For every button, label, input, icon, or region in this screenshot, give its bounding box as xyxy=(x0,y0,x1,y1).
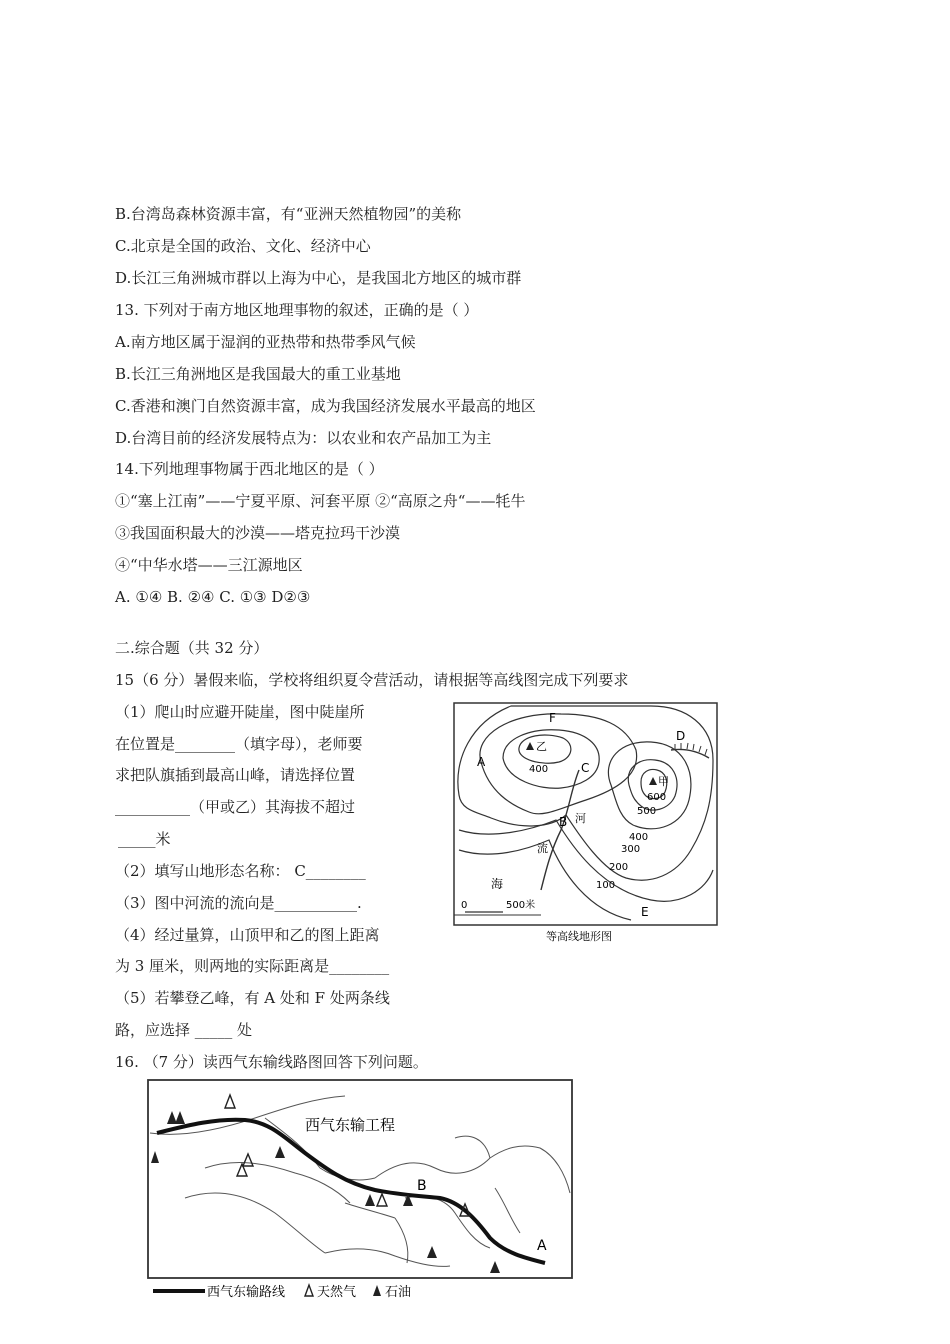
q15-part1-line2: 在位置是________（填字母），老师要 xyxy=(115,735,363,753)
svg-text:等高线地形图: 等高线地形图 xyxy=(546,930,612,943)
peak-jia-icon xyxy=(649,777,657,785)
legend-gas-icon xyxy=(305,1285,313,1296)
question-15: 15（6 分）暑假来临，学校将组织夏令营活动，请根据等高线图完成下列要求 xyxy=(115,671,629,689)
question-14: 14.下列地理事物属于西北地区的是（ ） xyxy=(115,460,384,478)
oil-icon xyxy=(427,1246,437,1258)
question-13: 13. 下列对于南方地区地理事物的叙述，正确的是（ ） xyxy=(115,301,479,319)
svg-text:乙: 乙 xyxy=(536,740,547,753)
svg-text:A: A xyxy=(477,755,486,769)
gas-icon xyxy=(377,1194,387,1206)
item-14-3: ③我国面积最大的沙漠——塔克拉玛干沙漠 xyxy=(115,524,401,542)
svg-text:A: A xyxy=(537,1238,547,1254)
svg-text:400: 400 xyxy=(629,832,649,843)
svg-text:海: 海 xyxy=(491,877,504,891)
gas-icon xyxy=(243,1154,253,1166)
option-c-12: C.北京是全国的政治、文化、经济中心 xyxy=(115,237,371,255)
svg-text:西气东输工程: 西气东输工程 xyxy=(305,1116,396,1134)
svg-text:0: 0 xyxy=(461,900,468,911)
option-d-12: D.长江三角洲城市群以上海为中心，是我国北方地区的城市群 xyxy=(115,269,522,287)
oil-icon xyxy=(167,1111,177,1124)
q15-part1-line3: 求把队旗插到最高山峰，请选择位置 xyxy=(115,766,356,784)
oil-icon xyxy=(365,1194,375,1206)
q15-part3: （3）图中河流的流向是___________. xyxy=(115,894,362,912)
option-d-13: D.台湾目前的经济发展特点为：以农业和农产品加工为主 xyxy=(115,429,492,447)
q15-part4: （4）经过量算，山顶甲和乙的图上距离 xyxy=(115,926,380,944)
svg-text:500: 500 xyxy=(637,806,657,817)
svg-text:200: 200 xyxy=(609,862,629,873)
svg-text:F: F xyxy=(549,711,556,725)
option-b-13: B.长江三角洲地区是我国最大的重工业基地 xyxy=(115,365,401,383)
q15-part1-line5: _____米 xyxy=(118,830,171,848)
svg-text:E: E xyxy=(641,905,649,919)
svg-text:流: 流 xyxy=(537,842,548,855)
svg-text:500米: 500米 xyxy=(506,900,536,911)
pipeline-map xyxy=(145,1078,575,1303)
svg-text:西气东输路线: 西气东输路线 xyxy=(207,1285,286,1300)
q15-part5-line2: 路，应选择 _____ 处 xyxy=(115,1021,253,1039)
svg-text:600: 600 xyxy=(647,792,667,803)
section-title: 二.综合题（共 32 分） xyxy=(115,639,269,657)
oil-icon xyxy=(275,1146,285,1158)
question-16: 16. （7 分）读西气东输线路图回答下列问题。 xyxy=(115,1053,428,1071)
q15-part2: （2）填写山地形态名称： C________ xyxy=(115,862,366,880)
gas-icon xyxy=(225,1095,235,1108)
peak-yi-icon xyxy=(526,742,534,750)
svg-text:河: 河 xyxy=(575,812,586,825)
options-14: A. ①④ B. ②④ C. ①③ D②③ xyxy=(115,588,311,606)
option-a-13: A.南方地区属于湿润的亚热带和热带季风气候 xyxy=(115,333,416,351)
svg-text:B: B xyxy=(559,815,568,829)
option-c-13: C.香港和澳门自然资源丰富，成为我国经济发展水平最高的地区 xyxy=(115,397,536,415)
q15-part1: （1）爬山时应避开陡崖，图中陡崖所 xyxy=(115,703,365,721)
svg-text:B: B xyxy=(417,1178,427,1194)
svg-text:D: D xyxy=(676,729,686,743)
contour-map-figure xyxy=(451,700,719,945)
svg-text:C: C xyxy=(581,761,590,775)
svg-text:300: 300 xyxy=(621,844,641,855)
q15-part4-line2: 为 3 厘米，则两地的实际距离是________ xyxy=(115,957,390,975)
oil-icon xyxy=(490,1261,500,1273)
option-b-12: B.台湾岛森林资源丰富，有“亚洲天然植物园”的美称 xyxy=(115,205,462,223)
item-14-4: ④“中华水塔——三江源地区 xyxy=(115,556,303,574)
oil-icon xyxy=(175,1111,185,1124)
q15-part5: （5）若攀登乙峰，有 A 处和 F 处两条线 xyxy=(115,989,390,1007)
svg-text:石油: 石油 xyxy=(385,1285,412,1300)
contour-map xyxy=(451,700,719,945)
svg-text:天然气: 天然气 xyxy=(317,1285,357,1300)
legend-oil-icon xyxy=(373,1285,381,1296)
item-14-1-2: ①“塞上江南”——宁夏平原、河套平原 ②“高原之舟“——牦牛 xyxy=(115,492,526,510)
pipeline-map-figure xyxy=(145,1078,575,1303)
oil-icon xyxy=(151,1151,159,1163)
svg-text:甲: 甲 xyxy=(658,775,669,788)
svg-text:100: 100 xyxy=(596,880,616,891)
svg-text:400: 400 xyxy=(529,764,549,775)
q15-part1-line4: __________（甲或乙）其海拔不超过 xyxy=(115,798,356,816)
